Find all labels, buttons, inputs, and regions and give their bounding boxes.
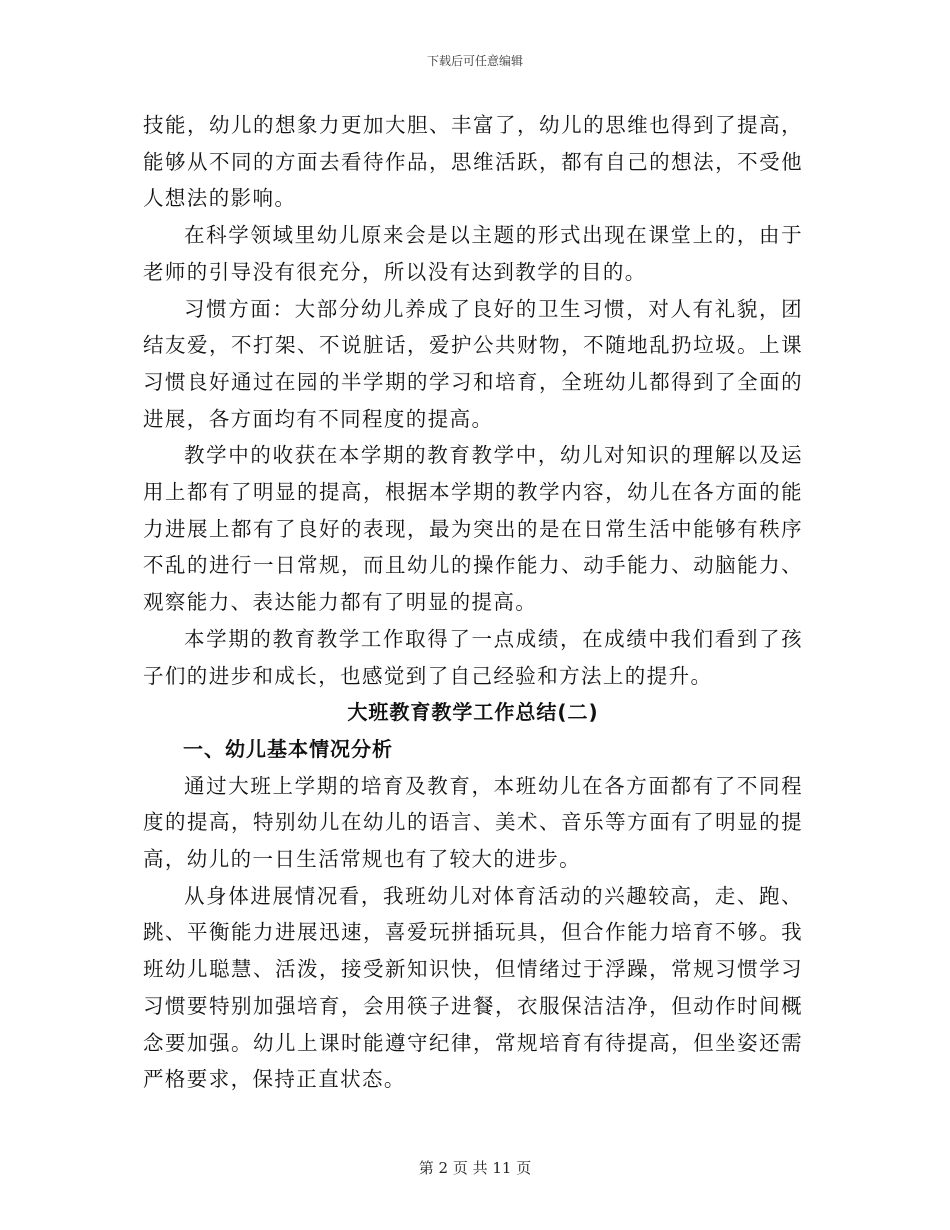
document-body (143, 107, 803, 1098)
section-heading: 一、幼儿基本情况分析 (183, 736, 393, 761)
paragraph-gains: 教学中的收获在本学期的教育教学中，幼儿对知识的理解以及运用上都有了明显的提高，根据本学期的教学内容，幼儿在各方面的能力进展上都有了良好的表现，最为突出的是在日常生活中能够有秩序不乱的进行一日常规，而且幼儿的操作能力、动手能力、动脑能力、观察能力、表达能力都有了明显的提高。 (143, 443, 803, 615)
paragraph-habits: 习惯方面：大部分幼儿养成了良好的卫生习惯，对人有礼貌，团结友爱，不打架、不说脏话，爱护公共财物，不随地乱扔垃圾。上课习惯良好通过在园的半学期的学习和培育，全班幼儿都得到了全面的进展，各方面均有不同程度的提高。 (143, 296, 803, 431)
paragraph-physical-development: 从身体进展情况看，我班幼儿对体育活动的兴趣较高，走、跑、跳、平衡能力进展迅速，喜爱玩拼插玩具，但合作能力培育不够。我班幼儿聪慧、活泼，接受新知识快，但情绪过于浮躁，常规习惯学习习惯要特别加强培育，会用筷子进餐，衣服保洁洁净，但动作时间概念要加强。幼儿上课时能遵守纪律，常规培育有待提高，但坐姿还需严格要求，保持正直状态。 (143, 883, 803, 1092)
paragraph-overview: 通过大班上学期的培育及教育，本班幼儿在各方面都有了不同程度的提高，特别幼儿在幼儿的语言、美术、音乐等方面有了明显的提高，幼儿的一日生活常规也有了较大的进步。 (143, 773, 803, 872)
header-note: 下载后可任意编辑 (426, 54, 523, 68)
paragraph-science: 在科学领域里幼儿原来会是以主题的形式出现在课堂上的，由于老师的引导没有很充分，所以没有达到教学的目的。 (143, 223, 803, 284)
paragraph-achievements: 本学期的教育教学工作取得了一点成绩，在成绩中我们看到了孩子们的进步和成长，也感觉到了自己经验和方法上的提升。 (143, 626, 803, 688)
paragraph-continuation: 技能，幼儿的想象力更加大胆、丰富了，幼儿的思维也得到了提高，能够从不同的方面去看待作品，思维活跃，都有自己的想法，不受他人想法的影响。 (143, 113, 803, 211)
document-title: 大班教育教学工作总结(二) (347, 700, 599, 725)
page-number: 第 2 页 共 11 页 (418, 1159, 532, 1177)
